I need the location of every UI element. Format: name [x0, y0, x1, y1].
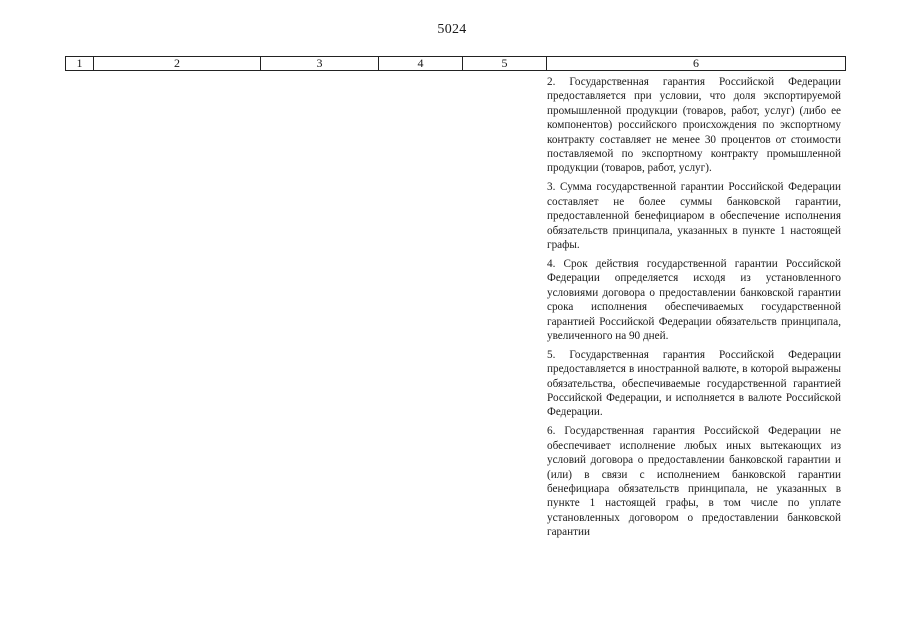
column-header-4: 4: [379, 57, 463, 70]
column-header-3: 3: [261, 57, 379, 70]
page-number: 5024: [437, 22, 467, 37]
paragraph-6: 6. Государственная гарантия Российской Федерации не обеспечивает исполнение любых иных вытекающих из условий договора о предоставлении банковской гарантии и (или) в связи с исполнением банковской гарантии бенефициара обязательств принципала, не указанных в пункте 1 настоящей графы, в том числе по уплате установленных договором о предоставлении банковской гарантии: [547, 425, 841, 539]
paragraph-2: 2. Государственная гарантия Российской Федерации предоставляется при условии, что доля экспортируемой промышленной продукции (товаров, работ, услуг) (либо ее компонентов) российского происхождения по экспортному контракту составляет не менее 30 процентов от стоимости поставляемой по экспортному контракту промышленной продукции (товаров, работ, услуг).: [547, 76, 841, 175]
column-6-content: [547, 75, 841, 544]
column-header-2: 2: [94, 57, 261, 70]
table-header-row: [65, 56, 846, 71]
paragraph-5: 5. Государственная гарантия Российской Федерации предоставляется в иностранной валюте, в которой выражены обязательства, обеспечиваемые государственной гарантией Российской Федерации, и исполняется в валюте Российской Федерации.: [547, 348, 841, 419]
column-header-6: 6: [693, 56, 699, 70]
paragraph-3: 3. Сумма государственной гарантии Российской Федерации составляет не более суммы банковской гарантии, предоставленной бенефициаром в обеспечение исполнения обязательств принципала, указанных в пункте 1 настоящей графы.: [547, 181, 841, 251]
paragraph-4: 4. Срок действия государственной гарантии Российской Федерации определяется исходя из установленного условиями договора о предоставлении банковской гарантии срока исполнения обеспечиваемых государственной гарантией Российской Федерации обязательств принципала, увеличенного на 90 дней.: [547, 257, 841, 342]
column-header-5: 5: [463, 57, 547, 70]
column-header-1: 1: [66, 57, 94, 70]
